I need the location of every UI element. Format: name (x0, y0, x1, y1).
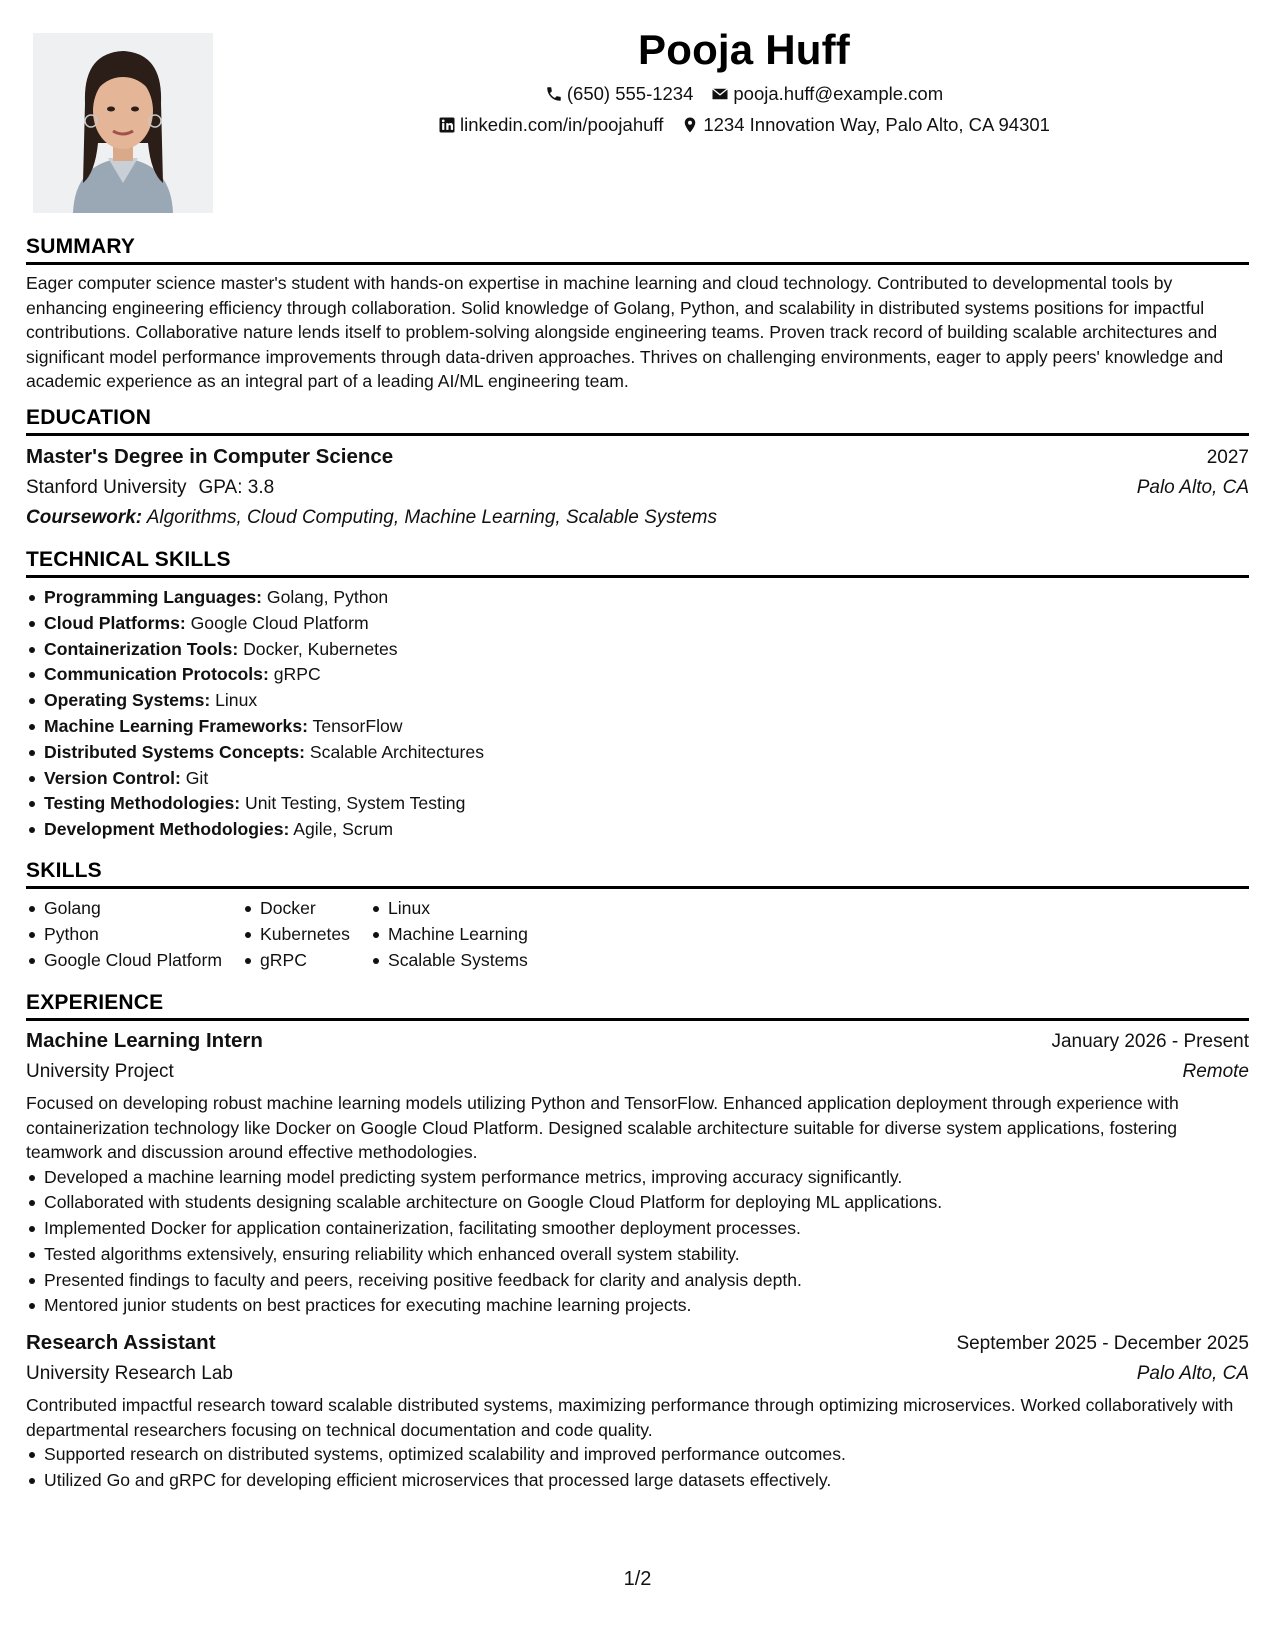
job-description: Contributed impactful research toward scalable distributed systems, maximizing performance through optimizing microservices. Worked collaboratively with departmental researchers focusing on technical documentation and code quality. (26, 1395, 1234, 1440)
list-item (26, 817, 1249, 843)
job-location: Palo Alto, CA (1136, 1363, 1249, 1385)
job-org: University Project (26, 1061, 174, 1082)
experience-section (26, 990, 1249, 1494)
job-role: Machine Learning Intern (26, 1029, 263, 1052)
phone-icon (545, 85, 563, 103)
phone-text: (650) 555-1234 (566, 83, 694, 104)
linkedin-text: linkedin.com/in/poojahuff (460, 114, 664, 135)
contact-linkedin[interactable] (438, 109, 663, 140)
envelope-icon (711, 85, 729, 103)
list-item: Golang (26, 896, 222, 922)
job-dates: January 2026 - Present (1051, 1031, 1249, 1052)
skill-label: Communication Protocols: (44, 664, 269, 685)
school-location: Palo Alto, CA (1136, 477, 1249, 498)
list-item (26, 791, 1249, 817)
list-item: Utilized Go and gRPC for developing efficient microservices that processed large datasets effectively. (26, 1468, 1249, 1494)
skill-label: Development Methodologies: (44, 819, 290, 840)
skill-label: Cloud Platforms: (44, 612, 186, 633)
skills-heading: SKILLS (26, 858, 1249, 889)
address-text: 1234 Innovation Way, Palo Alto, CA 94301 (703, 114, 1050, 135)
portrait-image (33, 33, 213, 213)
job-description: Focused on developing robust machine learning models utilizing Python and TensorFlow. Enhanced application deployment through experience with containerization technology like Docker on Google Cloud Platform. Designed scalable architecture suitable for diverse system applications, fostering teamwork and discussion around effective methodologies. (26, 1093, 1179, 1162)
resume-header (213, 22, 1275, 140)
experience-heading: EXPERIENCE (26, 990, 1249, 1021)
coursework-list: Algorithms, Cloud Computing, Machine Learning, Scalable Systems (142, 507, 717, 528)
skill-label: Distributed Systems Concepts: (44, 741, 306, 762)
skill-value: TensorFlow (307, 715, 403, 736)
list-item (26, 637, 1249, 663)
list-item: Mentored junior students on best practices for executing machine learning projects. (26, 1293, 1249, 1319)
skill-value: Google Cloud Platform (185, 612, 369, 633)
coursework-label: Coursework: (26, 507, 143, 528)
education-row-1 (26, 442, 1249, 473)
list-item: Python (26, 922, 222, 948)
job-entry-1 (26, 1026, 1249, 1319)
list-item: Developed a machine learning model predicting system performance metrics, improving accuracy significantly. (26, 1165, 1249, 1191)
skills-column-2 (242, 896, 350, 973)
list-item: Presented findings to faculty and peers, receiving positive feedback for clarity and analysis depth. (26, 1268, 1249, 1294)
candidate-name: Pooja Huff (638, 26, 850, 73)
skill-label: Version Control: (44, 767, 181, 788)
summary-text: Eager computer science master's student with hands-on expertise in machine learning and cloud technology. Contributed to developmental tools by enhancing engineering efficiency through collaboration. Solid knowledge of Golang, Python, and scalability in distributed systems positions for impactful contributions. Collaborative nature lends itself to problem-solving alongside engineering teams. Proven track record of building scalable architectures and significant model performance improvements through data-driven approaches. Thrives on challenging environments, eager to apply peers' knowledge and academic experience as an integral part of a leading AI/ML engineering team. (26, 273, 1224, 391)
profile-photo (33, 33, 213, 213)
list-item: Scalable Systems (370, 948, 528, 974)
coursework (26, 503, 1249, 533)
contact-line-2 (213, 109, 1275, 140)
list-item: Implemented Docker for application containerization, facilitating smoother deployment processes. (26, 1216, 1249, 1242)
list-item (26, 766, 1249, 792)
skill-value: Git (180, 767, 209, 788)
list-item (26, 585, 1249, 611)
skill-value: Docker, Kubernetes (238, 638, 398, 659)
skill-label: Programming Languages: (44, 587, 262, 607)
school-name: Stanford University (26, 477, 187, 498)
technical-skills-section (26, 547, 1249, 843)
education-section (26, 405, 1249, 533)
technical-skills-list (26, 585, 1249, 843)
contact-email[interactable] (711, 78, 943, 109)
list-item (26, 740, 1249, 766)
skill-value: Linux (210, 690, 258, 711)
job-org-row (26, 1057, 1249, 1087)
list-item (26, 714, 1249, 740)
skill-label: Operating Systems: (44, 690, 211, 711)
list-item: Machine Learning (370, 922, 528, 948)
list-item: gRPC (242, 948, 350, 974)
education-heading: EDUCATION (26, 405, 1249, 436)
list-item: Kubernetes (242, 922, 350, 948)
skill-label: Containerization Tools: (44, 638, 239, 659)
map-pin-icon (681, 116, 699, 134)
skills-columns (26, 896, 1249, 973)
job-org-row (26, 1359, 1249, 1389)
job-bullets (26, 1165, 1249, 1320)
skills-column-3 (370, 896, 528, 973)
skill-value: Agile, Scrum (289, 819, 394, 840)
graduation-year: 2027 (1206, 447, 1249, 468)
summary-section (26, 234, 1249, 394)
job-header-row (26, 1026, 1249, 1057)
contact-line-1 (213, 78, 1275, 109)
job-header-row (26, 1328, 1249, 1359)
summary-heading: SUMMARY (26, 234, 1249, 265)
gpa: GPA: 3.8 (198, 477, 275, 498)
list-item (26, 611, 1249, 637)
skill-label: Machine Learning Frameworks: (44, 715, 308, 736)
job-dates: September 2025 - December 2025 (956, 1333, 1249, 1355)
job-bullets (26, 1442, 1249, 1494)
list-item: Tested algorithms extensively, ensuring reliability which enhanced overall system stability. (26, 1242, 1249, 1268)
skill-value: Unit Testing, System Testing (240, 793, 466, 814)
list-item: Docker (242, 896, 350, 922)
skill-label: Testing Methodologies: (44, 793, 241, 814)
education-row-2 (26, 473, 1249, 503)
degree-title: Master's Degree in Computer Science (26, 445, 394, 468)
skill-value: Scalable Architectures (305, 741, 484, 762)
skills-section (26, 858, 1249, 973)
skill-value: Golang, Python (262, 587, 389, 607)
list-item: Supported research on distributed systems, optimized scalability and improved performance outcomes. (26, 1442, 1249, 1468)
job-location: Remote (1182, 1061, 1249, 1082)
list-item (26, 662, 1249, 688)
contact-address (681, 109, 1050, 140)
job-entry-2 (26, 1328, 1249, 1494)
school-info (26, 473, 274, 503)
job-role: Research Assistant (26, 1331, 216, 1355)
list-item: Collaborated with students designing scalable architecture on Google Cloud Platform for deploying ML applications. (26, 1190, 1249, 1216)
technical-skills-heading: TECHNICAL SKILLS (26, 547, 1249, 578)
job-org: University Research Lab (26, 1363, 233, 1385)
skills-column-1 (26, 896, 222, 973)
list-item: Linux (370, 896, 528, 922)
page-number: 1/2 (623, 1568, 652, 1590)
contact-phone[interactable] (545, 78, 694, 109)
list-item (26, 688, 1249, 714)
linkedin-icon (438, 116, 456, 134)
skill-value: gRPC (268, 664, 321, 685)
email-text: pooja.huff@example.com (733, 83, 944, 104)
list-item: Google Cloud Platform (26, 948, 222, 974)
